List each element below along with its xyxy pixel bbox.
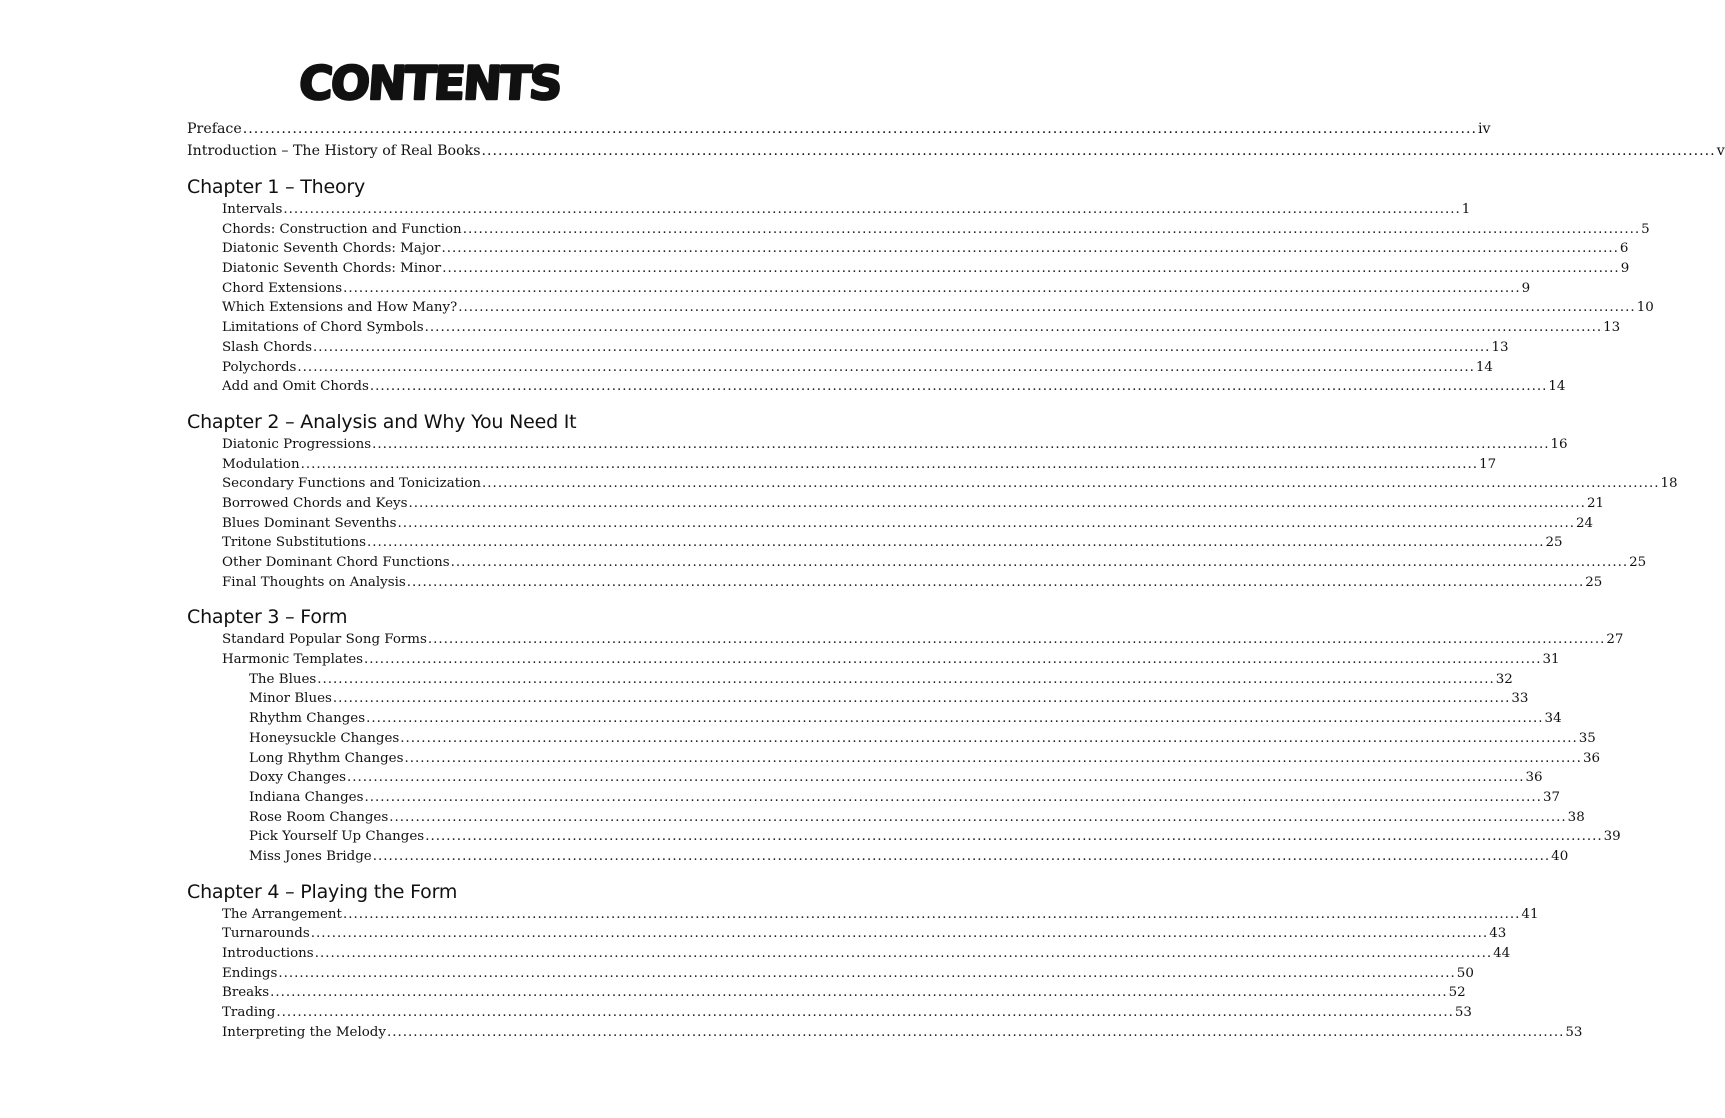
toc-page-number: 53 xyxy=(1565,1024,1583,1040)
toc-entry-label: Diatonic Seventh Chords: Major xyxy=(222,241,441,257)
toc-entry-label: Chord Extensions xyxy=(222,280,343,296)
toc-entry-label: Slash Chords xyxy=(222,339,312,355)
toc-entry xyxy=(222,279,1531,299)
toc-page-number: 39 xyxy=(1603,829,1621,845)
toc-entry-label: Introductions xyxy=(222,946,314,961)
toc-page-number: 14 xyxy=(1548,379,1566,395)
dot-leader xyxy=(387,1023,1564,1043)
toc-entry-label: Intervals xyxy=(222,202,283,217)
toc-entry xyxy=(222,983,1466,1003)
dot-leader xyxy=(276,1003,1453,1023)
dot-leader xyxy=(243,118,1477,140)
toc-entry xyxy=(222,358,1493,378)
toc-entry xyxy=(222,220,1650,240)
toc-page-number: 52 xyxy=(1448,985,1466,1001)
chapter-heading: Chapter 4 – Playing the Form xyxy=(187,880,458,903)
dot-leader xyxy=(311,924,1488,944)
toc-entry xyxy=(222,573,1603,593)
toc-page-number: 25 xyxy=(1545,535,1563,551)
toc-page-number: 6 xyxy=(1619,241,1629,257)
toc-page-number: 10 xyxy=(1636,300,1654,316)
toc-entry-label: Trading xyxy=(222,1005,276,1021)
toc-page-number: 32 xyxy=(1495,671,1513,687)
toc-page-number: 33 xyxy=(1511,691,1529,707)
dot-leader xyxy=(278,964,1455,984)
toc-entry xyxy=(249,768,1543,788)
dot-leader xyxy=(372,435,1549,455)
toc-entry xyxy=(249,689,1529,709)
toc-entry-label: Final Thoughts on Analysis xyxy=(222,574,406,590)
toc-page-number: v xyxy=(1716,143,1725,159)
dot-leader xyxy=(283,200,1460,220)
toc-entry xyxy=(222,239,1629,259)
toc-entry-label: Which Extensions and How Many? xyxy=(222,300,458,316)
toc-page-number: 18 xyxy=(1660,476,1678,492)
dot-leader xyxy=(315,944,1492,964)
toc-page-number: 53 xyxy=(1454,1005,1472,1021)
toc-entry xyxy=(222,630,1624,650)
dot-leader xyxy=(270,983,1447,1003)
toc-entry-label: Other Dominant Chord Functions xyxy=(222,555,450,570)
toc-entry xyxy=(222,650,1560,670)
toc-entry-label: Interpreting the Melody xyxy=(222,1024,386,1040)
dot-leader xyxy=(389,808,1566,828)
dot-leader xyxy=(366,709,1543,729)
dot-leader xyxy=(373,847,1550,867)
dot-leader xyxy=(343,279,1520,299)
toc-page-number: 16 xyxy=(1550,436,1568,452)
toc-entry xyxy=(222,494,1604,514)
contents-title xyxy=(0,52,864,115)
toc-entry-label: Diatonic Seventh Chords: Minor xyxy=(222,261,442,277)
toc-page-number: iv xyxy=(1477,121,1491,137)
toc-entry-label: Rose Room Changes xyxy=(249,809,389,825)
toc-entry xyxy=(222,455,1497,475)
toc-entry xyxy=(222,377,1566,397)
toc-entry-label: Blues Dominant Sevenths xyxy=(222,515,397,531)
toc-entry-label: Minor Blues xyxy=(249,691,332,707)
dot-leader xyxy=(458,298,1635,318)
toc-entry xyxy=(222,435,1568,455)
toc-page-number: 13 xyxy=(1603,320,1621,336)
toc-entry xyxy=(249,808,1585,828)
toc-entry xyxy=(249,729,1596,749)
toc-entry-label: Turnarounds xyxy=(222,926,310,942)
toc-entry xyxy=(222,338,1509,358)
toc-page-number: 1 xyxy=(1461,202,1471,217)
chapter-heading: Chapter 1 – Theory xyxy=(187,176,366,198)
toc-entry-label: Borrowed Chords and Keys xyxy=(222,495,408,511)
toc-entry-label: Secondary Functions and Tonicization xyxy=(222,476,482,492)
toc-entry-label: Chords: Construction and Function xyxy=(222,221,462,237)
toc-page-number: 25 xyxy=(1629,555,1647,570)
toc-page-number: 44 xyxy=(1493,946,1511,961)
toc-page-number: 36 xyxy=(1582,750,1600,766)
toc-entry xyxy=(222,200,1471,220)
toc-page-number: 17 xyxy=(1479,456,1497,472)
dot-leader xyxy=(482,474,1659,494)
dot-leader xyxy=(333,689,1510,709)
toc-entry-label: Breaks xyxy=(222,985,270,1001)
toc-page-number: 43 xyxy=(1489,926,1507,942)
toc-entry xyxy=(249,670,1513,690)
front-matter-entry xyxy=(187,140,1725,162)
dot-leader xyxy=(367,533,1544,553)
toc-entry xyxy=(249,847,1569,867)
toc-page-number: 50 xyxy=(1456,965,1474,981)
toc-entry-label: Diatonic Progressions xyxy=(222,436,372,452)
chapter-heading: Chapter 3 – Form xyxy=(187,606,348,629)
toc-entry xyxy=(249,827,1621,847)
toc-page-number: 14 xyxy=(1475,359,1493,375)
front-matter-entry xyxy=(187,118,1491,140)
toc-entry xyxy=(222,924,1507,944)
toc-entry-label: Honeysuckle Changes xyxy=(249,730,400,746)
toc-entry-label: Polychords xyxy=(222,359,297,375)
chapter-heading: Chapter 2 – Analysis and Why You Need It xyxy=(187,410,577,433)
toc-entry-label: Indiana Changes xyxy=(249,789,364,805)
dot-leader xyxy=(428,630,1605,650)
toc-entry-label: Doxy Changes xyxy=(249,770,347,786)
toc-entry-label: The Arrangement xyxy=(222,906,342,922)
toc-entry-label: Pick Yourself Up Changes xyxy=(249,829,425,845)
toc-entry xyxy=(249,709,1562,729)
toc-page-number: 34 xyxy=(1544,711,1562,727)
toc-page-number: 38 xyxy=(1567,809,1585,825)
toc-entry xyxy=(222,964,1474,984)
toc-entry xyxy=(222,474,1678,494)
toc-page-number: 41 xyxy=(1521,906,1539,922)
toc-entry-label: Limitations of Chord Symbols xyxy=(222,320,424,336)
toc-page-number: 31 xyxy=(1542,652,1560,668)
toc-entry-label: Add and Omit Chords xyxy=(222,379,369,395)
dot-leader xyxy=(297,358,1474,378)
toc-entry-label: Tritone Substitutions xyxy=(222,535,366,551)
dot-leader xyxy=(425,318,1602,338)
toc-entry xyxy=(222,259,1630,279)
toc-entry-label: Long Rhythm Changes xyxy=(249,750,404,766)
toc-page-number: 9 xyxy=(1521,280,1531,296)
dot-leader xyxy=(408,494,1585,514)
table-of-contents xyxy=(187,118,1725,1042)
dot-leader xyxy=(347,768,1524,788)
dot-leader xyxy=(301,455,1478,475)
toc-entry-label: Miss Jones Bridge xyxy=(249,848,372,864)
toc-page-number: 9 xyxy=(1620,261,1630,277)
dot-leader xyxy=(400,729,1577,749)
toc-entry-label: The Blues xyxy=(249,671,317,687)
toc-page-number: 21 xyxy=(1586,495,1604,511)
toc-page-number: 37 xyxy=(1542,789,1560,805)
toc-entry xyxy=(222,1003,1472,1023)
toc-entry-label: Rhythm Changes xyxy=(249,711,366,727)
toc-entry-label: Standard Popular Song Forms xyxy=(222,632,427,648)
toc-entry-label: Introduction – The History of Real Books xyxy=(187,143,481,159)
toc-entry xyxy=(222,533,1563,553)
dot-leader xyxy=(370,377,1547,397)
toc-entry xyxy=(222,514,1594,534)
contents-title-art xyxy=(297,52,563,110)
toc-page-number: 24 xyxy=(1576,515,1594,531)
dot-leader xyxy=(343,905,1520,925)
toc-page-number: 13 xyxy=(1491,339,1509,355)
toc-entry xyxy=(222,1023,1583,1043)
dot-leader xyxy=(407,573,1584,593)
dot-leader xyxy=(442,259,1619,279)
toc-page-number: 5 xyxy=(1641,221,1650,237)
toc-page-number: 35 xyxy=(1578,730,1596,746)
toc-entry xyxy=(222,905,1539,925)
dot-leader xyxy=(364,788,1541,808)
toc-entry xyxy=(222,318,1621,338)
contents-title-text: CONTENTS xyxy=(297,56,563,110)
toc-entry xyxy=(222,944,1511,964)
dot-leader xyxy=(451,553,1628,573)
toc-page-number: 40 xyxy=(1551,848,1569,864)
toc-entry xyxy=(249,749,1600,769)
dot-leader xyxy=(398,514,1575,534)
toc-entry xyxy=(222,298,1654,318)
dot-leader xyxy=(441,239,1618,259)
toc-entry-label: Harmonic Templates xyxy=(222,652,364,668)
toc-entry xyxy=(222,553,1647,573)
dot-leader xyxy=(463,220,1640,240)
toc-page-number: 27 xyxy=(1606,632,1624,648)
toc-page-number: 36 xyxy=(1525,770,1543,786)
dot-leader xyxy=(481,140,1715,162)
toc-entry xyxy=(249,788,1560,808)
toc-page-number: 25 xyxy=(1585,574,1603,590)
dot-leader xyxy=(404,749,1581,769)
toc-entry-label: Endings xyxy=(222,965,278,981)
dot-leader xyxy=(425,827,1602,847)
dot-leader xyxy=(317,670,1494,690)
toc-entry-label: Modulation xyxy=(222,456,300,472)
dot-leader xyxy=(364,650,1541,670)
dot-leader xyxy=(313,338,1490,358)
toc-entry-label: Preface xyxy=(187,121,242,137)
